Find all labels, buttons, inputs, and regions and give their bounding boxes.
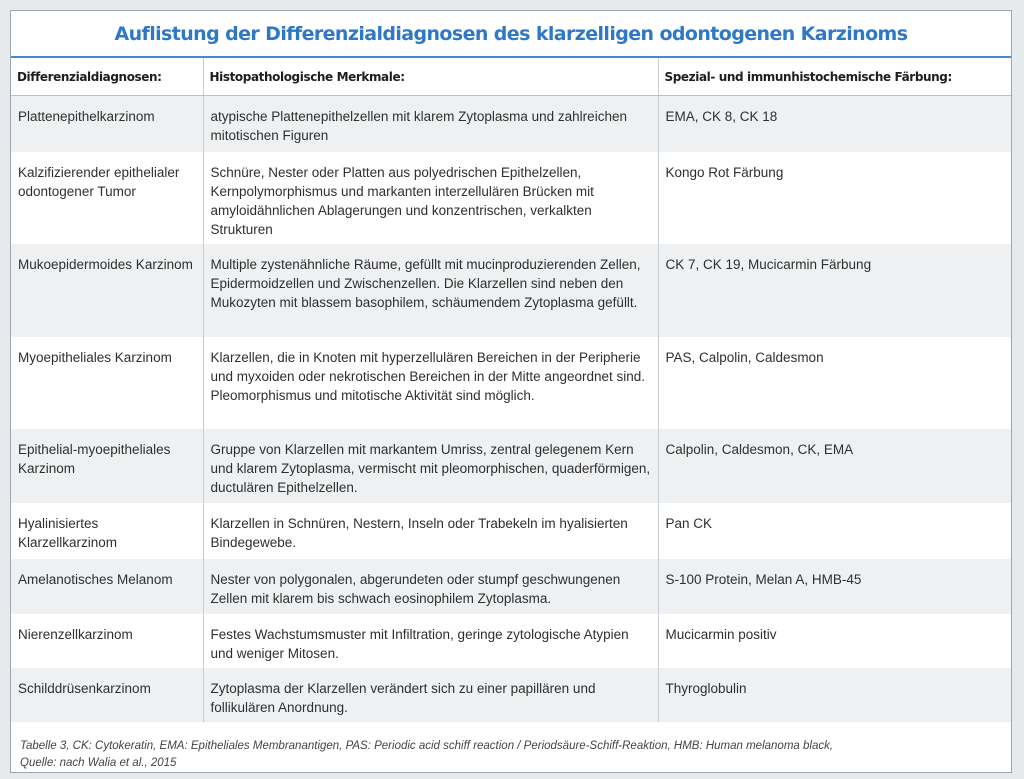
- cell-staining: Kongo Rot Färbung: [658, 152, 1011, 244]
- table-row: [11, 96, 1011, 152]
- table-row: [11, 152, 1011, 244]
- header-histology: Histopathologische Merkmale:: [203, 58, 658, 96]
- cell-histology: Multiple zystenähnliche Räume, gefüllt mit mucinproduzierenden Zellen, Epidermoidzellen und Zwischenzellen. Die Klarzellen sind neben den Mukozyten mit blassem basophilem, schäumendem Zytoplasma gefüllt.: [203, 244, 658, 337]
- table-row: [11, 244, 1011, 337]
- table-title: Auflistung der Differenzialdiagnosen des klarzelligen odontogenen Karzinoms: [11, 11, 1011, 58]
- cell-histology: Klarzellen, die in Knoten mit hyperzellulären Bereichen in der Peripherie und myxoiden oder nekrotischen Bereichen in der Mitte angeordnet sind. Pleomorphismus und mitotische Aktivität sind möglich.: [203, 337, 658, 429]
- cell-histology: atypische Plattenepithelzellen mit klarem Zytoplasma und zahlreichen mitotischen Figuren: [203, 96, 658, 152]
- header-staining: Spezial- und immunhistochemische Färbung:: [658, 58, 1011, 96]
- differential-diagnosis-table: [11, 58, 1011, 722]
- cell-diagnosis: Plattenepithelkarzinom: [11, 96, 203, 152]
- cell-diagnosis: Schilddrüsenkarzinom: [11, 668, 203, 722]
- header-row: [11, 58, 1011, 96]
- cell-staining: PAS, Calpolin, Caldesmon: [658, 337, 1011, 429]
- cell-diagnosis: Hyalinisiertes Klarzellkarzinom: [11, 503, 203, 559]
- caption-abbreviations: Tabelle 3, CK: Cytokeratin, EMA: Epitheliales Membranantigen, PAS: Periodic acid schiff reaction / Periodsäure-Schiff-Reaktion, HMB: Human melanoma black,: [20, 740, 834, 752]
- cell-diagnosis: Mukoepidermoides Karzinom: [11, 244, 203, 337]
- cell-diagnosis: Myoepitheliales Karzinom: [11, 337, 203, 429]
- cell-staining: CK 7, CK 19, Mucicarmin Färbung: [658, 244, 1011, 337]
- cell-staining: EMA, CK 8, CK 18: [658, 96, 1011, 152]
- caption-source: Quelle: nach Walia et al., 2015: [20, 757, 177, 769]
- cell-staining: S-100 Protein, Melan A, HMB-45: [658, 559, 1011, 614]
- header-diagnosis: Differenzialdiagnosen:: [11, 58, 203, 96]
- table-row: [11, 503, 1011, 559]
- cell-staining: Thyroglobulin: [658, 668, 1011, 722]
- cell-histology: Schnüre, Nester oder Platten aus polyedrischen Epithelzellen, Kernpolymorphismus und markanten interzellulären Brücken mit amyloidähnlichen Ablagerungen und konzentrischen, verkalkten Strukturen: [203, 152, 658, 244]
- table-row: [11, 614, 1011, 668]
- cell-diagnosis: Amelanotisches Melanom: [11, 559, 203, 614]
- cell-staining: Pan CK: [658, 503, 1011, 559]
- cell-staining: Calpolin, Caldesmon, CK, EMA: [658, 429, 1011, 503]
- cell-histology: Klarzellen in Schnüren, Nestern, Inseln oder Trabekeln im hyalisierten Bindegewebe.: [203, 503, 658, 559]
- table-caption: [11, 726, 1011, 772]
- table-row: [11, 337, 1011, 429]
- cell-histology: Nester von polygonalen, abgerundeten oder stumpf geschwungenen Zellen mit klarem bis schwach eosinophilem Zytoplasma.: [203, 559, 658, 614]
- cell-diagnosis: Kalzifizierender epithelialer odontogener Tumor: [11, 152, 203, 244]
- table-row: [11, 559, 1011, 614]
- cell-histology: Gruppe von Klarzellen mit markantem Umriss, zentral gelegenem Kern und klarem Zytoplasma, vermischt mit pleomorphischen, quaderförmigen, ductulären Epithelzellen.: [203, 429, 658, 503]
- table-row: [11, 429, 1011, 503]
- table-row: [11, 668, 1011, 722]
- cell-histology: Festes Wachstumsmuster mit Infiltration, geringe zytologische Atypien und weniger Mitosen.: [203, 614, 658, 668]
- cell-diagnosis: Epithelial-myoepitheliales Karzinom: [11, 429, 203, 503]
- cell-histology: Zytoplasma der Klarzellen verändert sich zu einer papillären und follikulären Anordnung.: [203, 668, 658, 722]
- cell-diagnosis: Nierenzellkarzinom: [11, 614, 203, 668]
- cell-staining: Mucicarmin positiv: [658, 614, 1011, 668]
- table-frame: [10, 10, 1012, 773]
